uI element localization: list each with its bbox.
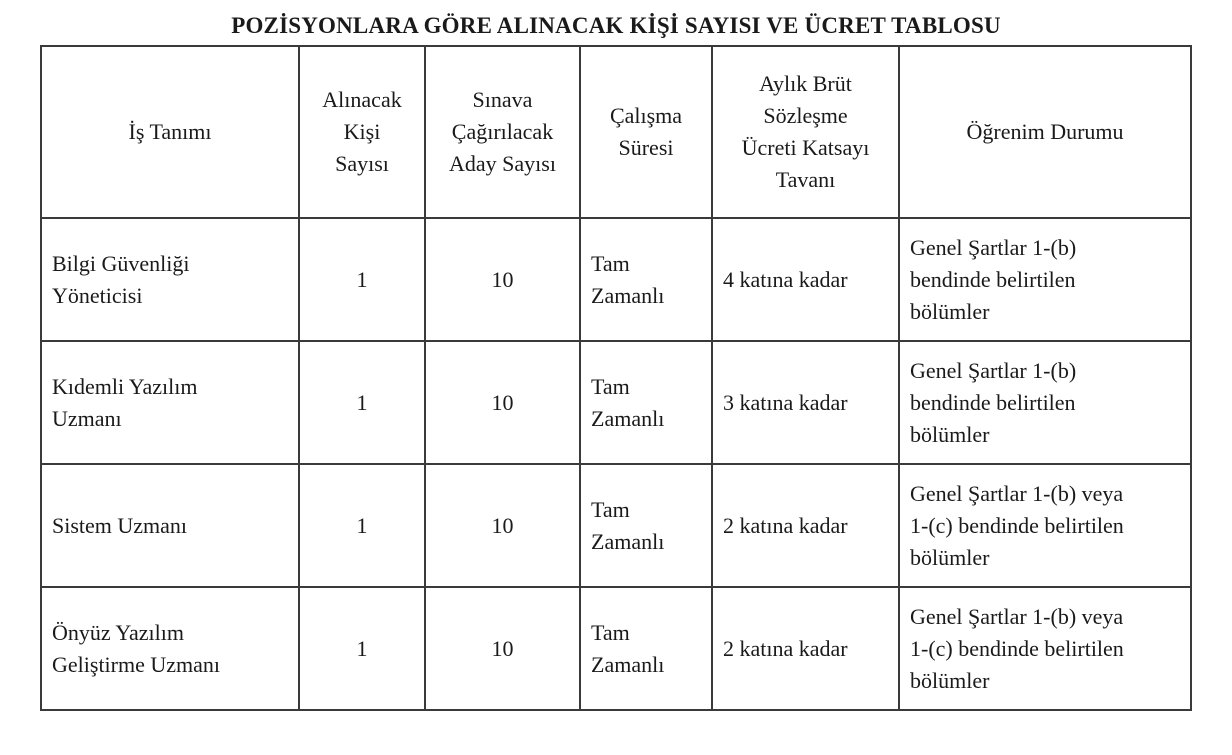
cell-candidate-count: 10 (425, 218, 580, 341)
cell-position: Önyüz Yazılım Geliştirme Uzmanı (41, 587, 299, 710)
cell-salary-coefficient: 2 katına kadar (712, 464, 899, 587)
header-row (41, 46, 1191, 218)
position-salary-table (40, 45, 1192, 711)
table-title: POZİSYONLARA GÖRE ALINACAK KİŞİ SAYISI VE ÜCRET TABLOSU (231, 13, 1001, 38)
cell-education: Genel Şartlar 1-(b) veya 1-(c) bendinde belirtilen bölümler (899, 464, 1191, 587)
cell-hire-count: 1 (299, 464, 425, 587)
cell-candidate-count: 10 (425, 587, 580, 710)
cell-salary-coefficient: 3 katına kadar (712, 341, 899, 464)
header-work-duration: Çalışma Süresi (580, 46, 712, 218)
header-candidate-count: Sınava Çağırılacak Aday Sayısı (425, 46, 580, 218)
cell-candidate-count: 10 (425, 464, 580, 587)
table-row (41, 587, 1191, 710)
cell-education: Genel Şartlar 1-(b) bendinde belirtilen bölümler (899, 341, 1191, 464)
cell-education: Genel Şartlar 1-(b) bendinde belirtilen bölümler (899, 218, 1191, 341)
cell-hire-count: 1 (299, 587, 425, 710)
cell-position: Sistem Uzmanı (41, 464, 299, 587)
cell-work-duration: Tam Zamanlı (580, 218, 712, 341)
cell-work-duration: Tam Zamanlı (580, 341, 712, 464)
header-salary-coefficient: Aylık Brüt Sözleşme Ücreti Katsayı Tavanı (712, 46, 899, 218)
header-hire-count: Alınacak Kişi Sayısı (299, 46, 425, 218)
cell-salary-coefficient: 4 katına kadar (712, 218, 899, 341)
table-row (41, 218, 1191, 341)
table-row (41, 464, 1191, 587)
table-row (41, 341, 1191, 464)
cell-hire-count: 1 (299, 341, 425, 464)
header-education: Öğrenim Durumu (899, 46, 1191, 218)
cell-salary-coefficient: 2 katına kadar (712, 587, 899, 710)
cell-candidate-count: 10 (425, 341, 580, 464)
cell-work-duration: Tam Zamanlı (580, 464, 712, 587)
cell-position: Bilgi Güvenliği Yöneticisi (41, 218, 299, 341)
cell-hire-count: 1 (299, 218, 425, 341)
cell-education: Genel Şartlar 1-(b) veya 1-(c) bendinde belirtilen bölümler (899, 587, 1191, 710)
cell-position: Kıdemli Yazılım Uzmanı (41, 341, 299, 464)
header-job-description: İş Tanımı (41, 46, 299, 218)
cell-work-duration: Tam Zamanlı (580, 587, 712, 710)
